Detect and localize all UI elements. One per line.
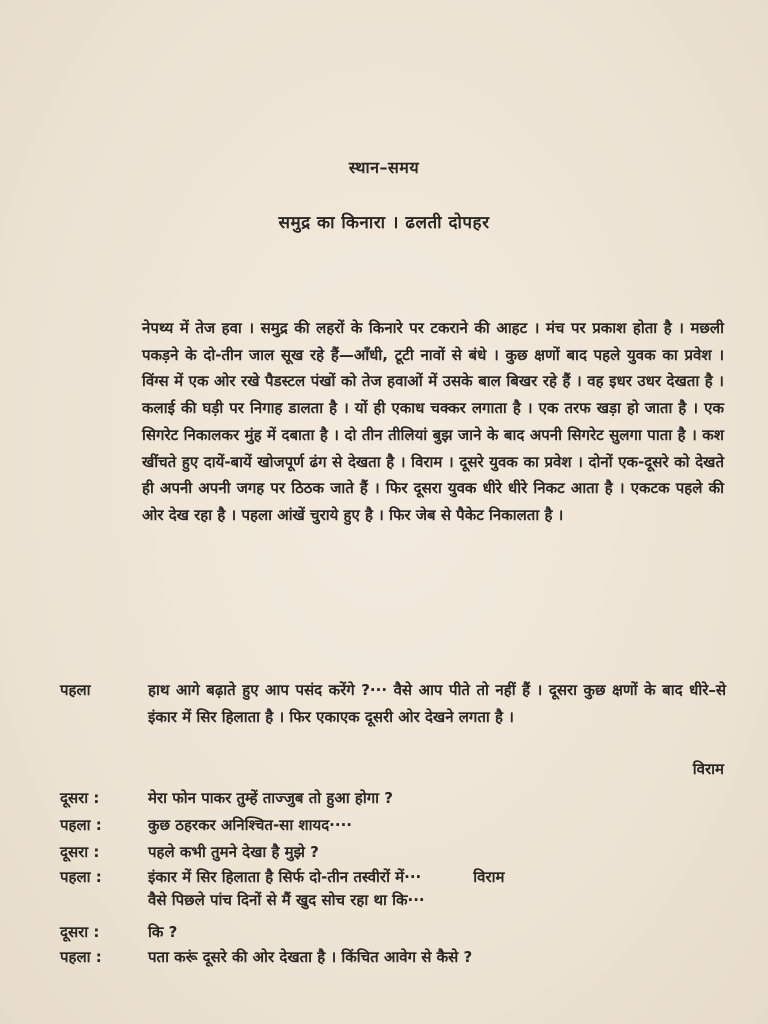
pause-direction: विराम	[473, 868, 505, 886]
speaker-label: पहला :	[60, 816, 102, 834]
stage-direction-paragraph: नेपथ्य में तेज हवा । समुद्र की लहरों के किनारे पर टकराने की आहट । मंच पर प्रकाश होता है । मछली पकड़ने के दो-तीन जाल सूख रहे हैं—आँधी, टूटी नावों से बंधे । कुछ क्षणों बाद पहले युवक का प्रवेश । विंग्स में एक ओर रखे पैडस्टल पंखों को तेज हवाओं में उसके बाल बिखर रहे हैं । वह इधर उधर देखता है । कलाई की घड़ी पर निगाह डालता है । यों ही एकाध चक्कर लगाता है । एक तरफ खड़ा हो जाता है । एक सिगरेट निकालकर मुंह में दबाता है । दो तीन तीलियां बुझ जाने के बाद अपनी सिगरेट सुलगा पाता है । कश खींचते हुए दायें-बायें खोजपूर्ण ढंग से देखता है । विराम । दूसरे युवक का प्रवेश । दोनों एक-दूसरे को देखते ही अपनी अपनी जगह पर ठिठक जाते हैं । फिर दूसरा युवक धीरे धीरे निकट आता है । एकटक पहले की ओर देख रहा है । पहला आंखें चुराये हुए है । फिर जेब से पैकेट निकालता है ।	[142, 319, 724, 524]
speaker-label: दूसरा :	[60, 843, 100, 861]
dialogue-continuation: वैसे पिछले पांच दिनों से मैं खुद सोच रहा था कि···	[148, 891, 425, 909]
scene-heading: स्थान–समय	[348, 158, 420, 177]
speaker-label: पहला :	[60, 948, 102, 966]
speaker-label: पहला :	[60, 868, 102, 886]
dialogue-text-wrap	[148, 864, 726, 891]
dialogue-text: कि ?	[148, 923, 178, 941]
scene-subheading: समुद्र का किनारा । ढलती दोपहर	[278, 213, 490, 233]
dialogue-text: हाथ आगे बढ़ाते हुए आप पसंद करेंगे ?··· वैसे आप पीते तो नहीं हैं । दूसरा कुछ क्षणों के बाद धीरे–से इंकार में सिर हिलाता है । फिर एकाएक दूसरी ओर देखने लगता है ।	[148, 681, 726, 726]
pause-direction: विराम	[692, 760, 724, 778]
speaker-label: दूसरा :	[60, 923, 100, 941]
dialogue-text: कुछ ठहरकर अनिश्चित-सा शायद····	[148, 816, 352, 834]
speaker-label: पहला	[60, 681, 91, 699]
dialogue-text: पता करूं दूसरे की ओर देखता है । किंचित आवेग से कैसे ?	[148, 948, 473, 966]
dialogue-text: मेरा फोन पाकर तुम्हें ताज्जुब तो हुआ होगा ?	[148, 789, 393, 807]
speaker-label: दूसरा :	[60, 789, 100, 807]
dialogue-text: इंकार में सिर हिलाता है सिर्फ दो-तीन तस्वीरों में···	[148, 868, 422, 886]
dialogue-text: पहले कभी तुमने देखा है मुझे ?	[148, 843, 319, 861]
